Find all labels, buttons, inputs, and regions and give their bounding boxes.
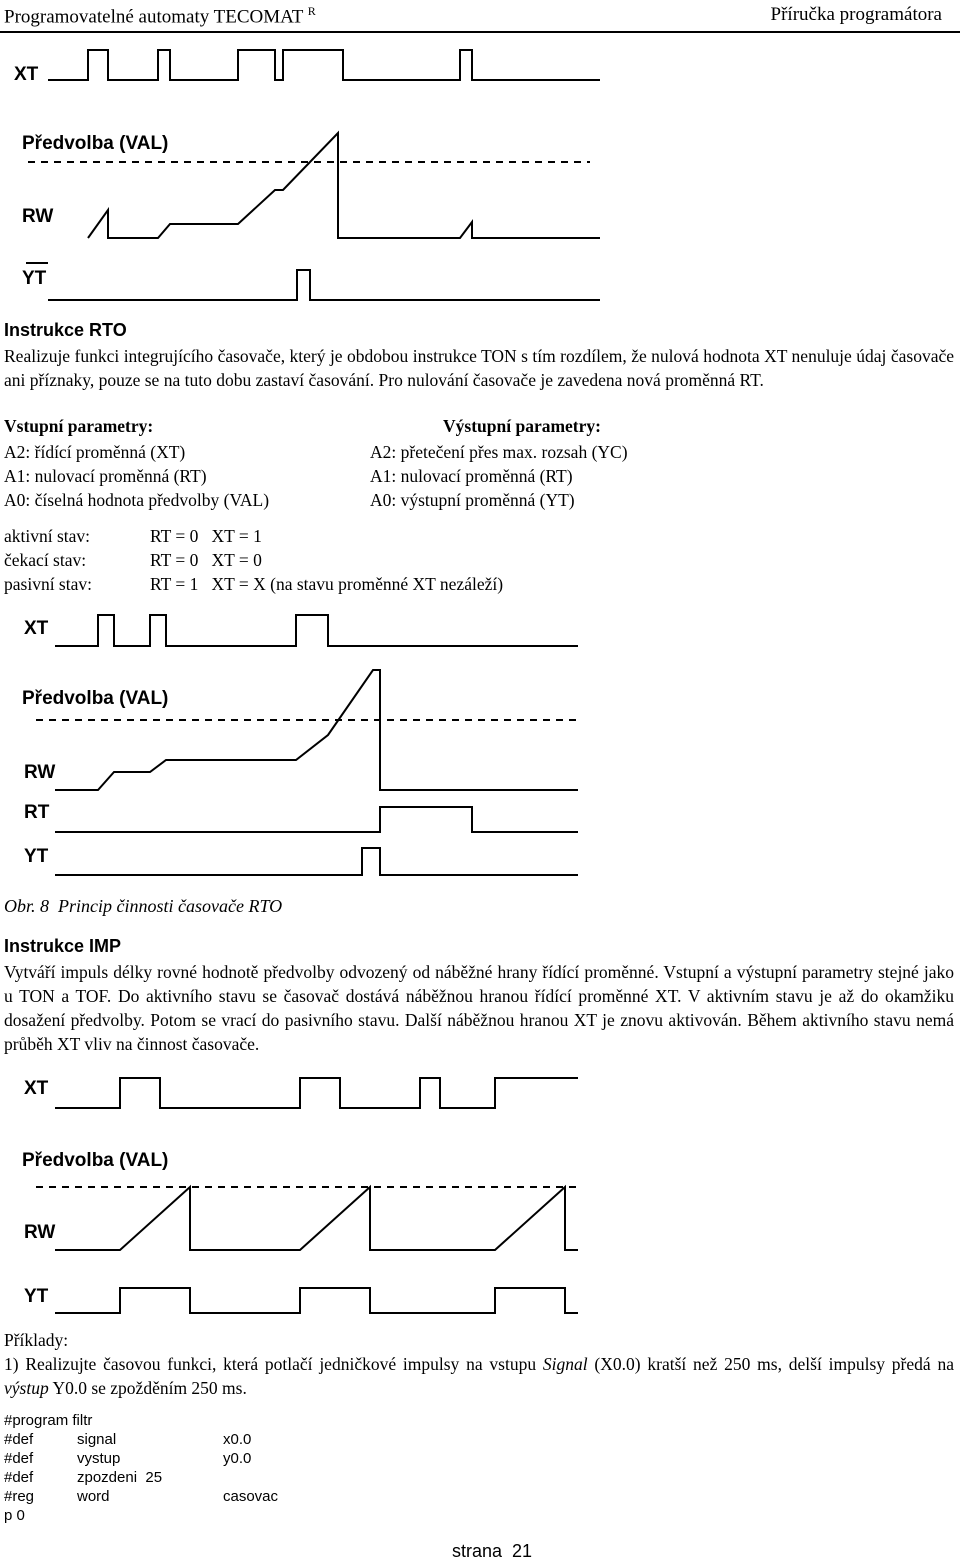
- state-active-name: aktivní stav:: [4, 526, 91, 546]
- imp-rw-wave: [55, 1187, 578, 1250]
- example-1-vystup: výstup: [4, 1378, 49, 1398]
- rto-rt-wave: [55, 807, 578, 832]
- registered-mark: R: [307, 4, 316, 18]
- code-line-1-c1: #program filtr: [4, 1412, 93, 1429]
- rto-label-yt: YT: [24, 846, 49, 867]
- rto-input-a2: A2: řídící proměnná (XT): [4, 442, 186, 462]
- example-1: [4, 1352, 954, 1400]
- code-line-5-c1: #reg: [4, 1488, 35, 1505]
- code-line-4-c1: #def: [4, 1469, 34, 1486]
- example-1-part-b: (X0.0) kratší než 250 ms, delší impulsy předá na: [587, 1354, 954, 1374]
- rto-output-a2: A2: přetečení přes max. rozsah (YC): [370, 442, 628, 462]
- state-waiting-value: RT = 0 XT = 0: [150, 550, 262, 570]
- rto-inputs-title: Vstupní parametry:: [4, 416, 154, 436]
- rto-output-a0: A0: výstupní proměnná (YT): [370, 490, 575, 510]
- imp-label-rw: RW: [24, 1222, 56, 1243]
- yt-wave: [48, 270, 600, 300]
- header-title: Programovatelné automaty TECOMAT $^R$: [4, 4, 316, 28]
- example-1-part-a: 1) Realizujte časovou funkci, která potlačí jedničkové impulsy na vstupu: [4, 1354, 543, 1374]
- label-val: Předvolba (VAL): [22, 133, 169, 154]
- rto-input-a0: A0: číselná hodnota předvolby (VAL): [4, 490, 270, 510]
- rto-label-xt: XT: [24, 618, 49, 639]
- page-number: strana 21: [452, 1541, 533, 1561]
- header-manual-name: Příručka programátora: [770, 4, 942, 25]
- xt-wave: [48, 50, 600, 80]
- examples-title: Příklady:: [4, 1330, 69, 1350]
- figure-caption: Obr. 8 Princip činnosti časovače RTO: [4, 896, 283, 916]
- rto-label-val: Předvolba (VAL): [22, 688, 169, 709]
- state-passive-name: pasivní stav:: [4, 574, 92, 594]
- rto-paragraph: Realizuje funkci integrujícího časovače, který je obdobou instrukce TON s tím rozdílem, že nulová hodnota XT nenuluje údaj časovače ani příznaky, pouze se na tuto dobu zastaví časování. Pro nulování časovače je zavedena nová proměnná RT.: [4, 346, 954, 390]
- example-1-part-c: Y0.0 se zpožděním 250 ms.: [48, 1378, 247, 1398]
- imp-label-val: Předvolba (VAL): [22, 1150, 169, 1171]
- state-active-value: RT = 0 XT = 1: [150, 526, 262, 546]
- rto-outputs-title: Výstupní parametry:: [443, 416, 601, 436]
- label-xt: XT: [14, 64, 39, 85]
- rto-rw-wave: [55, 670, 578, 790]
- imp-label-xt: XT: [24, 1078, 49, 1099]
- code-line-2-c1: #def: [4, 1431, 34, 1448]
- rto-label-rw: RW: [24, 762, 56, 783]
- imp-xt-wave: [55, 1078, 578, 1108]
- waveform-imp: [0, 1060, 960, 1330]
- code-line-2-c3: x0.0: [223, 1431, 252, 1448]
- label-rw: RW: [22, 206, 54, 227]
- imp-label-yt: YT: [24, 1286, 49, 1307]
- code-line-3-c1: #def: [4, 1450, 34, 1467]
- rto-output-a1: A1: nulovací proměnná (RT): [370, 466, 573, 486]
- imp-paragraph: Vytváří impuls délky rovné hodnotě předvolby odvozený od náběžné hrany řídící proměnné. Vstupní a výstupní parametry stejné jako u TON a TOF. Do aktivního stavu se časovač dostává náběžnou hranou řídící proměnné XT. V aktivním stavu je až do okamžiku dosažení předvolby. Potom se vrací do pasivního stavu. Další náběžnou hranou XT je znovu aktivován. Během aktivního stavu nemá průběh XT vliv na činnost časovače.: [4, 962, 954, 1054]
- waveform-top: [0, 0, 960, 310]
- rto-input-a1: A1: nulovací proměnná (RT): [4, 466, 207, 486]
- code-line-4-c2: zpozdeni 25: [77, 1469, 163, 1486]
- rto-label-rt: RT: [24, 802, 50, 823]
- code-line-3-c2: vystup: [77, 1450, 121, 1467]
- code-line-5-c2: word: [77, 1488, 110, 1505]
- rw-wave: [88, 133, 600, 238]
- code-line-6-c1: p 0: [4, 1507, 25, 1524]
- label-yt: YT: [22, 268, 47, 289]
- rto-title: Instrukce RTO: [4, 320, 127, 340]
- waveform-rto: [0, 600, 960, 890]
- state-waiting-name: čekací stav:: [4, 550, 87, 570]
- example-1-signal: Signal: [542, 1354, 588, 1374]
- imp-yt-wave: [55, 1288, 578, 1313]
- code-line-5-c3: casovac: [223, 1488, 279, 1505]
- code-line-2-c2: signal: [77, 1431, 117, 1448]
- rto-xt-wave: [55, 615, 578, 646]
- state-passive-value: RT = 1 XT = X (na stavu proměnné XT nezáleží): [150, 574, 504, 594]
- rto-yt-wave: [55, 848, 578, 875]
- code-line-3-c3: y0.0: [223, 1450, 252, 1467]
- imp-title: Instrukce IMP: [4, 936, 122, 956]
